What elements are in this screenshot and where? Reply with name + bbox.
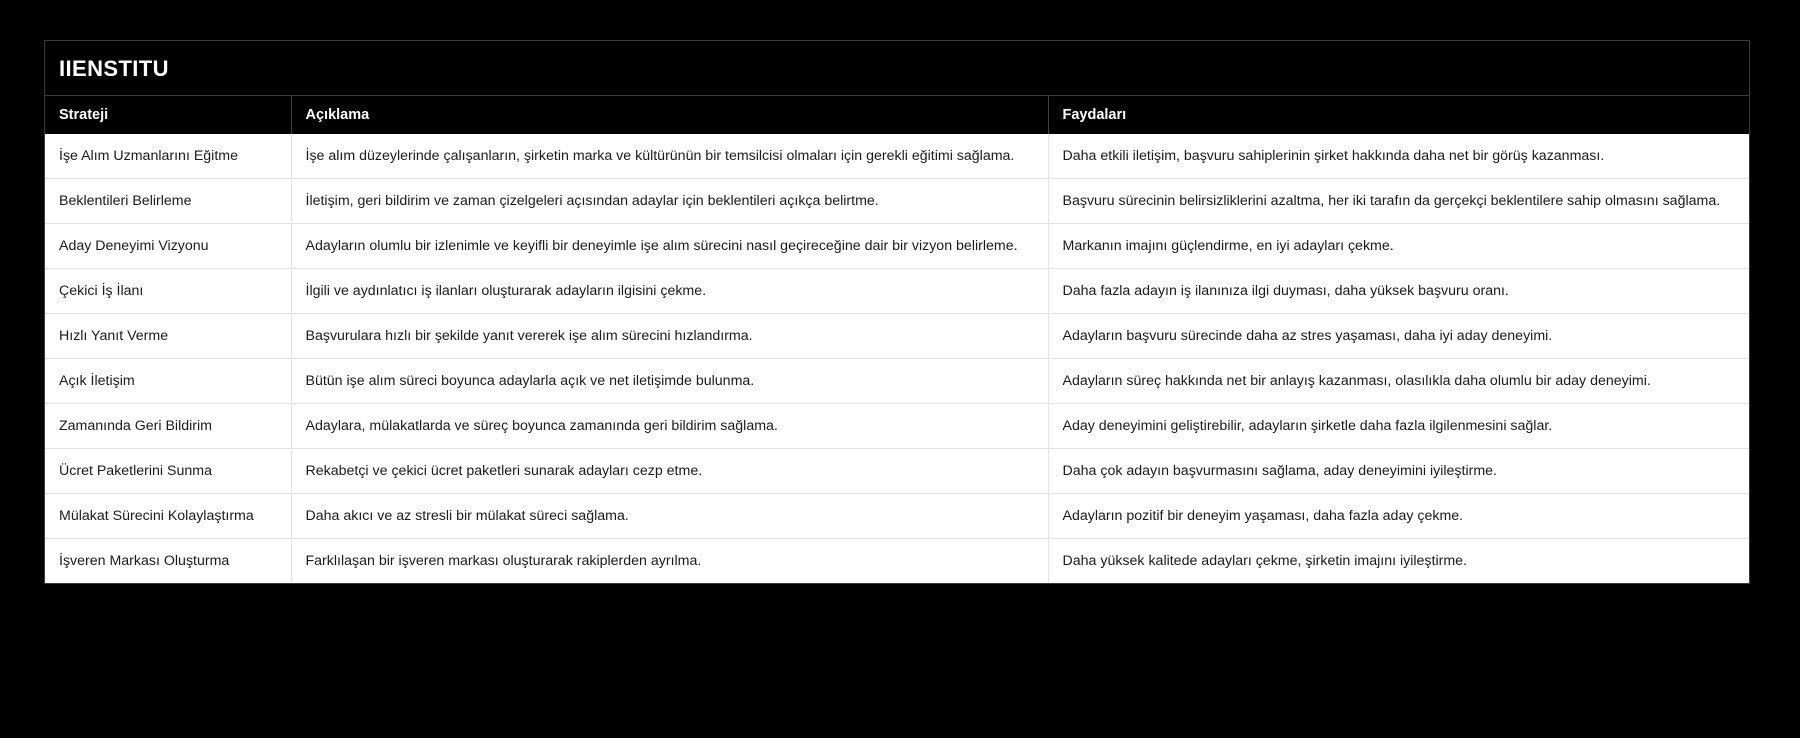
cell-benefits: Adayların başvuru sürecinde daha az stres yaşaması, daha iyi aday deneyimi. (1048, 314, 1749, 359)
cell-benefits: Daha yüksek kalitede adayları çekme, şirketin imajını iyileştirme. (1048, 539, 1749, 584)
cell-benefits: Başvuru sürecinin belirsizliklerini azaltma, her iki tarafın da gerçekçi beklentilere sahip olmasını sağlama. (1048, 179, 1749, 224)
strategy-table-card (44, 40, 1750, 584)
cell-strategy: Zamanında Geri Bildirim (45, 404, 291, 449)
cell-description: Rekabetçi ve çekici ücret paketleri sunarak adayları cezp etme. (291, 449, 1048, 494)
table-row (45, 314, 1749, 359)
cell-description: Bütün işe alım süreci boyunca adaylarla açık ve net iletişimde bulunma. (291, 359, 1048, 404)
brand-title: IIENSTITU (59, 56, 169, 81)
cell-description: İşe alım düzeylerinde çalışanların, şirketin marka ve kültürünün bir temsilcisi olmaları için gerekli eğitimi sağlama. (291, 134, 1048, 179)
strategies-table (45, 96, 1749, 583)
table-row (45, 539, 1749, 584)
column-header-description[interactable]: Açıklama (291, 96, 1048, 134)
column-header-strategy[interactable]: Strateji (45, 96, 291, 134)
cell-benefits: Adayların süreç hakkında net bir anlayış kazanması, olasılıkla daha olumlu bir aday deneyimi. (1048, 359, 1749, 404)
cell-description: İlgili ve aydınlatıcı iş ilanları oluşturarak adayların ilgisini çekme. (291, 269, 1048, 314)
brand-bar (45, 41, 1749, 96)
table-row (45, 359, 1749, 404)
table-row (45, 134, 1749, 179)
cell-strategy: İşe Alım Uzmanlarını Eğitme (45, 134, 291, 179)
cell-strategy: Beklentileri Belirleme (45, 179, 291, 224)
cell-benefits: Aday deneyimini geliştirebilir, adayların şirketle daha fazla ilgilenmesini sağlar. (1048, 404, 1749, 449)
cell-strategy: Aday Deneyimi Vizyonu (45, 224, 291, 269)
cell-description: Farklılaşan bir işveren markası oluşturarak rakiplerden ayrılma. (291, 539, 1048, 584)
cell-description: Daha akıcı ve az stresli bir mülakat süreci sağlama. (291, 494, 1048, 539)
cell-benefits: Daha fazla adayın iş ilanınıza ilgi duyması, daha yüksek başvuru oranı. (1048, 269, 1749, 314)
cell-benefits: Daha çok adayın başvurmasını sağlama, aday deneyimini iyileştirme. (1048, 449, 1749, 494)
table-row (45, 494, 1749, 539)
table-header-row (45, 96, 1749, 134)
table-row (45, 179, 1749, 224)
cell-benefits: Markanın imajını güçlendirme, en iyi adayları çekme. (1048, 224, 1749, 269)
cell-strategy: Hızlı Yanıt Verme (45, 314, 291, 359)
cell-description: Başvurulara hızlı bir şekilde yanıt vererek işe alım sürecini hızlandırma. (291, 314, 1048, 359)
cell-strategy: Açık İletişim (45, 359, 291, 404)
table-header (45, 96, 1749, 134)
table-body (45, 134, 1749, 583)
cell-description: Adaylara, mülakatlarda ve süreç boyunca zamanında geri bildirim sağlama. (291, 404, 1048, 449)
table-row (45, 449, 1749, 494)
cell-description: İletişim, geri bildirim ve zaman çizelgeleri açısından adaylar için beklentileri açıkça belirtme. (291, 179, 1048, 224)
cell-benefits: Adayların pozitif bir deneyim yaşaması, daha fazla aday çekme. (1048, 494, 1749, 539)
table-row (45, 269, 1749, 314)
cell-benefits: Daha etkili iletişim, başvuru sahiplerinin şirket hakkında daha net bir görüş kazanması. (1048, 134, 1749, 179)
table-row (45, 224, 1749, 269)
cell-strategy: Ücret Paketlerini Sunma (45, 449, 291, 494)
column-header-benefits[interactable]: Faydaları (1048, 96, 1749, 134)
cell-description: Adayların olumlu bir izlenimle ve keyifli bir deneyimle işe alım sürecini nasıl geçireceğine dair bir vizyon belirleme. (291, 224, 1048, 269)
table-row (45, 404, 1749, 449)
cell-strategy: Çekici İş İlanı (45, 269, 291, 314)
cell-strategy: İşveren Markası Oluşturma (45, 539, 291, 584)
cell-strategy: Mülakat Sürecini Kolaylaştırma (45, 494, 291, 539)
